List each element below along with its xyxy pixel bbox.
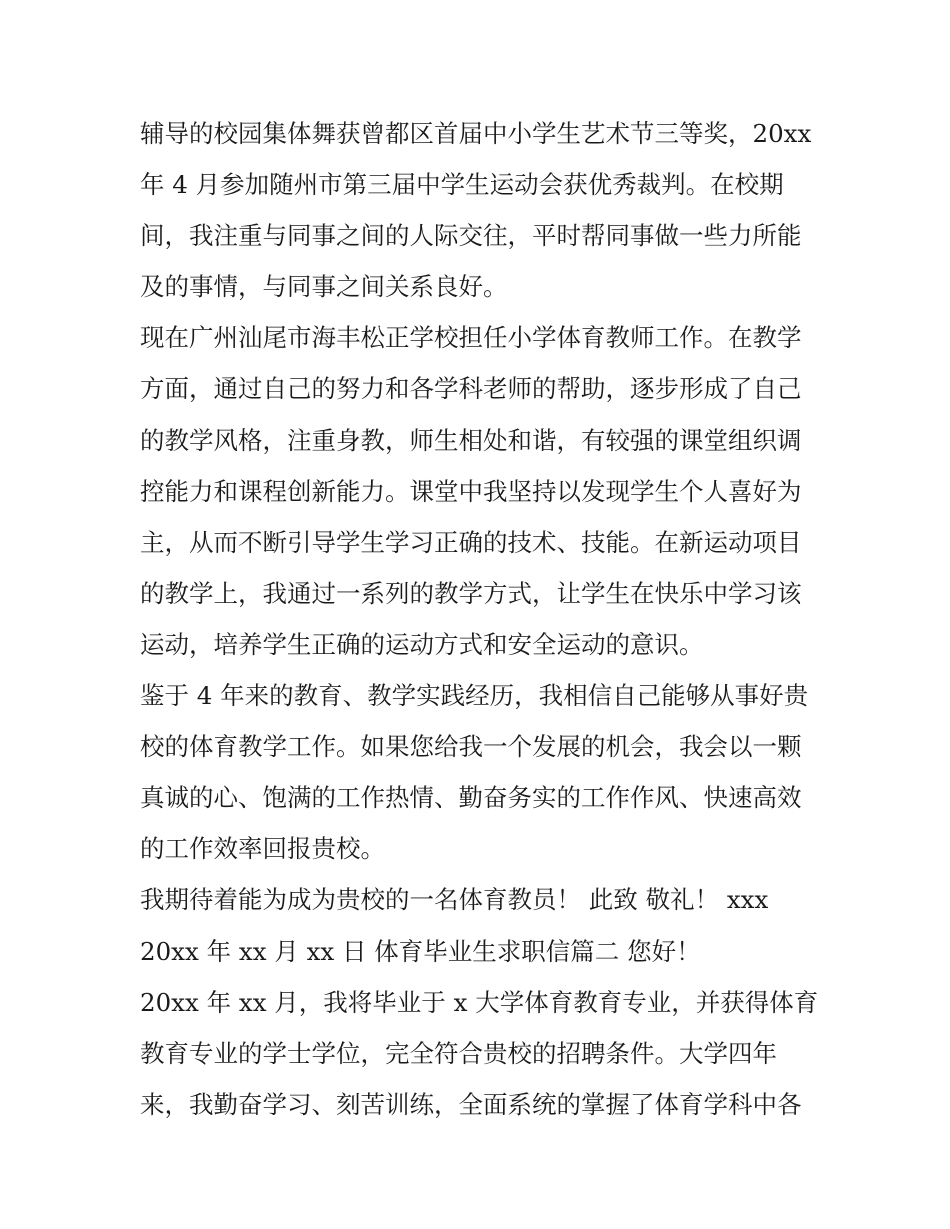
- text-line-14: 真诚的心、饱满的工作热情、勤奋务实的工作作风、快速高效: [140, 783, 802, 813]
- text-line-15: 的工作效率回报贵校。: [140, 834, 385, 864]
- text-line-13: 校的体育教学工作。如果您给我一个发展的机会，我会以一颗: [140, 732, 802, 762]
- text-line-10: 的教学上，我通过一系列的教学方式，让学生在快乐中学习该: [140, 578, 802, 608]
- text-line-9: 主，从而不断引导学生学习正确的技术、技能。在新运动项目: [140, 527, 802, 557]
- text-line-7: 的教学风格，注重身教，师生相处和谐，有较强的课堂组织调: [140, 425, 802, 455]
- text-line-8: 控能力和课程创新能力。课堂中我坚持以发现学生个人喜好为: [140, 476, 802, 506]
- text-line-12: 鉴于 4 年来的教育、教学实践经历，我相信自己能够从事好贵: [140, 681, 809, 711]
- text-line-16: 我期待着能为成为贵校的一名体育教员！ 此致 敬礼！ xxx: [140, 885, 769, 915]
- text-line-5: 现在广州汕尾市海丰松正学校担任小学体育教师工作。在教学: [140, 323, 802, 353]
- text-line-19: 教育专业的学士学位，完全符合贵校的招聘条件。大学四年: [140, 1038, 777, 1068]
- text-line-2: 年 4 月参加随州市第三届中学生运动会获优秀裁判。在校期: [140, 170, 784, 200]
- text-line-17: 20xx 年 xx 月 xx 日 体育毕业生求职信篇二 您好！: [140, 936, 701, 966]
- body-text: [140, 108, 820, 1130]
- text-line-3: 间，我注重与同事之间的人际交往，平时帮同事做一些力所能: [140, 221, 802, 251]
- text-line-1: 辅导的校园集体舞获曾都区首届中小学生艺术节三等奖，20xx: [140, 119, 812, 148]
- text-line-4: 及的事情，与同事之间关系良好。: [140, 272, 508, 302]
- text-line-20: 来，我勤奋学习、刻苦训练，全面系统的掌握了体育学科中各: [140, 1089, 802, 1119]
- text-line-11: 运动，培养学生正确的运动方式和安全运动的意识。: [140, 629, 704, 659]
- text-line-6: 方面，通过自己的努力和各学科老师的帮助，逐步形成了自己: [140, 374, 802, 404]
- text-line-18: 20xx 年 xx 月，我将毕业于 x 大学体育教育专业，并获得体育: [140, 987, 819, 1017]
